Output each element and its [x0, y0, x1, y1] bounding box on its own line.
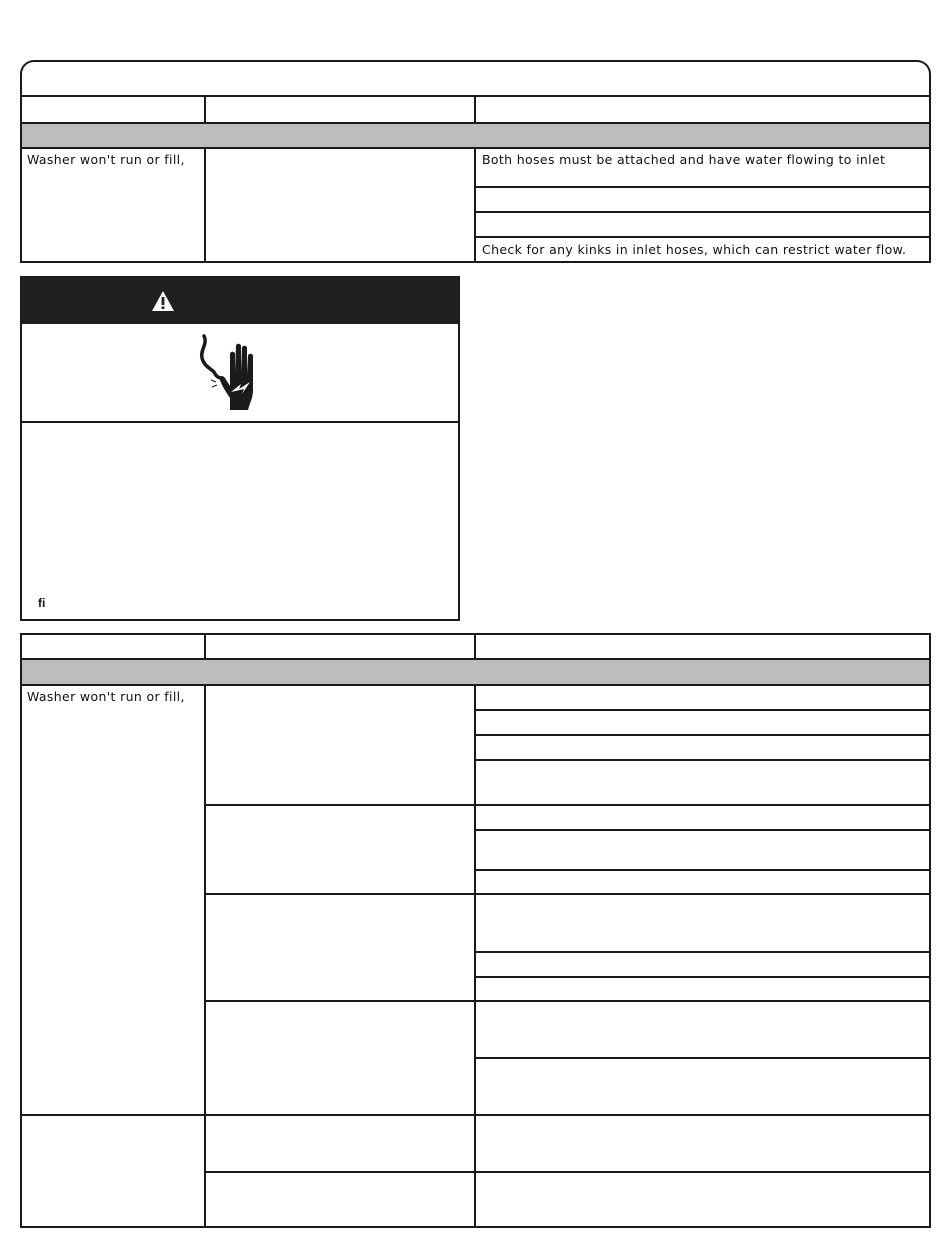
- table2-row-divider: [475, 869, 931, 871]
- table2-col-divider: [474, 684, 476, 1228]
- table1-col-divider: [474, 147, 476, 263]
- table2-left-border: [20, 633, 22, 1228]
- table2-col-divider: [204, 633, 206, 660]
- table2-row-divider: [475, 734, 931, 736]
- table2-category-band: [20, 660, 931, 684]
- table2-row-divider: [475, 1171, 931, 1173]
- warning-header: [22, 278, 458, 324]
- table2-right-border: [929, 633, 931, 1228]
- table2-col-divider: [204, 684, 206, 1228]
- table2-col-divider: [474, 633, 476, 660]
- table1-col-divider: [204, 147, 206, 263]
- table1-problem-cell: Washer won't run or fill,: [27, 152, 185, 167]
- table2-group-divider: [205, 1171, 475, 1173]
- table2-row-divider: [475, 709, 931, 711]
- table1-col-divider: [204, 95, 206, 124]
- table1-left-border: [20, 95, 22, 263]
- warning-box: [20, 276, 460, 621]
- table2-row-divider: [475, 829, 931, 831]
- table2-group-divider: [205, 804, 931, 806]
- table1-row-divider: [475, 211, 931, 213]
- section-title-box: [20, 60, 931, 98]
- table1-row-divider: [475, 186, 931, 188]
- table2-group-divider: [205, 1000, 931, 1002]
- table2-row-divider: [475, 976, 931, 978]
- table2-group-divider: [205, 893, 931, 895]
- table1-right-border: [929, 95, 931, 263]
- warning-triangle-icon: [151, 290, 175, 312]
- table1-col-divider: [474, 95, 476, 124]
- warning-footer-text: fi: [38, 596, 46, 610]
- table1-category-band: [20, 124, 931, 147]
- electrical-shock-hand-icon: [194, 332, 274, 412]
- table2-row-divider: [475, 951, 931, 953]
- table2-row-divider: [475, 1057, 931, 1059]
- table1-solution-cell: Both hoses must be attached and have water flowing to inlet: [482, 152, 886, 167]
- table2-problem-cell: Washer won't run or fill,: [27, 689, 185, 704]
- warning-divider: [22, 421, 458, 423]
- table2-row-divider: [475, 759, 931, 761]
- table1-solution-cell: Check for any kinks in inlet hoses, which can restrict water flow.: [482, 242, 907, 257]
- table1-row-divider: [475, 236, 931, 238]
